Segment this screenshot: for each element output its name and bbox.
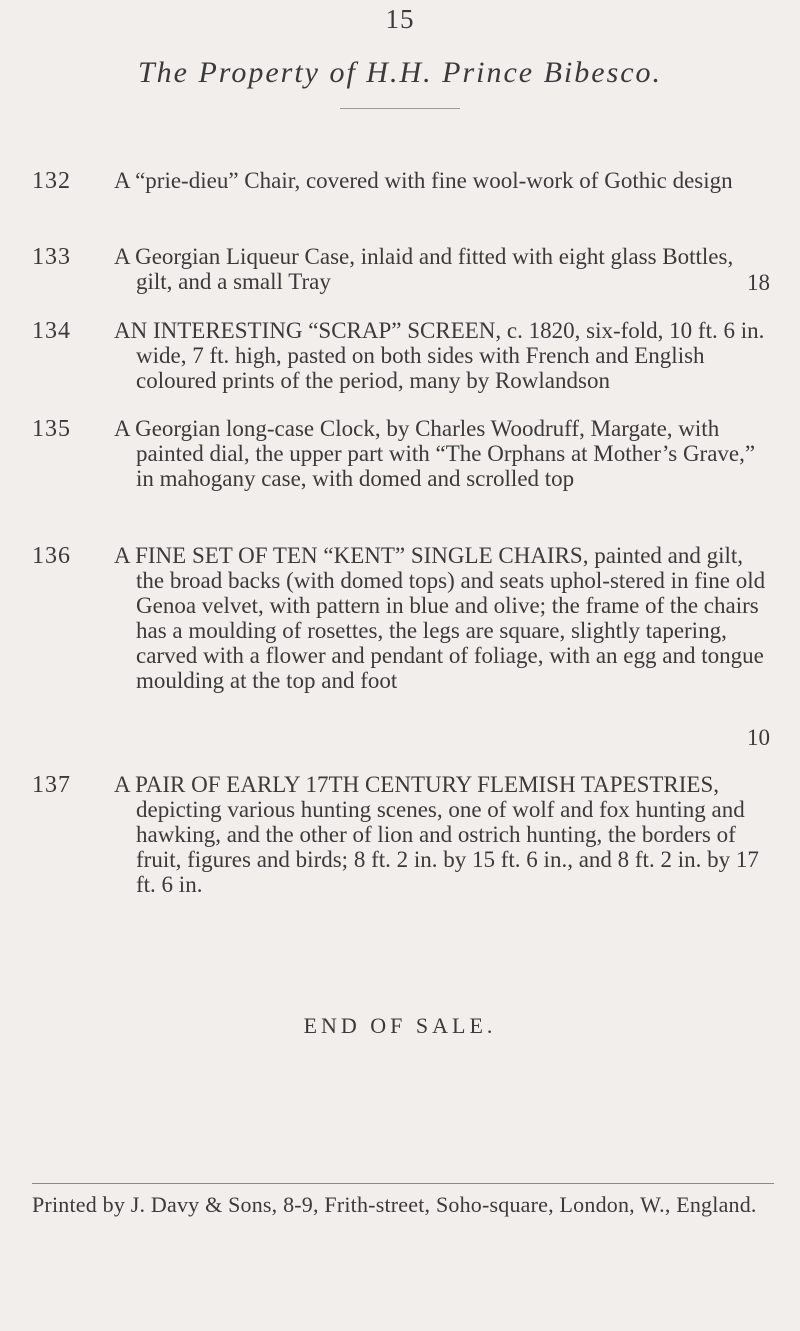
lot-description: A Georgian long-case Clock, by Charles Woodruff, Margate, with painted dial, the upper part with “The Orphans at Mother’s Grave,” in mahogany case, with domed and scrolled top [114, 416, 756, 491]
lot-entry [0, 543, 800, 751]
lot-number: 135 [32, 416, 71, 442]
page-heading: The Property of H.H. Prince Bibesco. [137, 56, 663, 89]
page-number: 15 [385, 4, 415, 34]
lot-number: 133 [32, 244, 71, 270]
lot-entry [0, 168, 800, 220]
lot-description: A FINE SET OF TEN “KENT” SINGLE CHAIRS, painted and gilt, the broad backs (with domed tops) and seats uphol-stered in fine old Genoa velvet, with pattern in blue and olive; the frame of the chairs has a moulding of rosettes, the legs are square, slightly tapering, carved with a flower and pendant of foliage, with an egg and tongue moulding at the top and foot [114, 543, 766, 693]
lot-quantity: 18 [747, 270, 770, 295]
lot-entry [0, 318, 800, 396]
end-of-sale: END OF SALE. [303, 1013, 497, 1038]
lot-description: AN INTERESTING “SCRAP” SCREEN, c. 1820, six-fold, 10 ft. 6 in. wide, 7 ft. high, pasted on both sides with French and English coloured prints of the period, many by Rowlandson [114, 318, 765, 393]
lot-entry [0, 244, 800, 296]
lot-quantity: 10 [747, 725, 770, 750]
printer-credit: Printed by J. Davy & Sons, 8-9, Frith-street, Soho-square, London, W., England. [32, 1192, 757, 1217]
heading-divider [340, 108, 460, 109]
footer-divider [32, 1183, 774, 1184]
lot-entry [0, 416, 800, 520]
lot-description: A Georgian Liqueur Case, inlaid and fitted with eight glass Bottles, gilt, and a small Tray [114, 244, 734, 294]
lot-description: A PAIR OF EARLY 17TH CENTURY FLEMISH TAPESTRIES, depicting various hunting scenes, one of wolf and fox hunting and hawking, and the other of lion and ostrich hunting, the borders of fruit, figures and birds; 8 ft. 2 in. by 15 ft. 6 in., and 8 ft. 2 in. by 17 ft. 6 in. [114, 772, 759, 897]
lot-number: 137 [32, 772, 71, 798]
lot-number: 132 [32, 168, 71, 194]
lot-number: 136 [32, 543, 71, 569]
lot-number: 134 [32, 318, 71, 344]
lot-description: A “prie-dieu” Chair, covered with fine wool-work of Gothic design [114, 168, 733, 193]
lot-entry [0, 772, 800, 902]
